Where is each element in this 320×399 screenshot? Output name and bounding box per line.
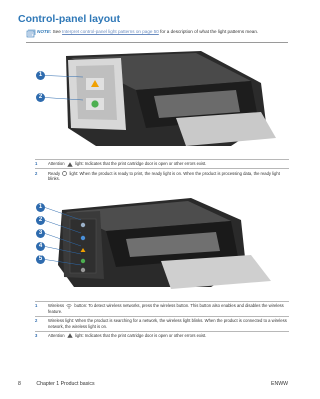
note-link[interactable]: Interpret control-panel light patterns on page 50 xyxy=(62,29,159,34)
callout-2: 2 xyxy=(36,216,45,225)
attention-icon xyxy=(67,333,73,338)
page-number: 8 xyxy=(18,381,21,387)
row-number: 2 xyxy=(35,169,48,183)
callout-leaders xyxy=(45,70,85,106)
table-row xyxy=(35,316,289,331)
table-1 xyxy=(35,159,289,183)
row-number: 1 xyxy=(35,302,48,317)
callout-1: 1 xyxy=(36,71,45,80)
note-text-after: for a description of what the light patterns mean. xyxy=(160,29,259,34)
table-row xyxy=(35,160,289,169)
row-text-start: Ready xyxy=(48,170,61,176)
table-row xyxy=(35,331,289,340)
row-text-end: light: Indicates that the print cartridge door is open or other errors exist. xyxy=(74,161,207,167)
divider xyxy=(26,42,288,43)
note-icon xyxy=(26,29,36,38)
row-text-end: light: When the product is ready to print, the ready light is on. When the product is processing data, the ready light blinks. xyxy=(48,170,280,182)
table-row xyxy=(35,302,289,317)
row-number: 3 xyxy=(35,331,48,340)
row-text-start: Attention xyxy=(48,332,65,338)
table-2 xyxy=(35,301,289,340)
wireless-icon xyxy=(66,304,72,309)
row-text-start: Attention xyxy=(48,161,65,167)
row-number: 2 xyxy=(35,316,48,331)
callout-1: 1 xyxy=(36,203,45,212)
callout-5: 5 xyxy=(36,255,45,264)
callout-leaders xyxy=(45,204,85,266)
page-title: Control-panel layout xyxy=(18,13,121,25)
row-text-start: Wireless xyxy=(48,303,65,309)
row-text xyxy=(48,331,289,340)
callout-3: 3 xyxy=(36,229,45,238)
row-text-end: light: Indicates that the print cartridge door is open or other errors exist. xyxy=(74,332,207,338)
callout-4: 4 xyxy=(36,242,45,251)
row-text xyxy=(48,169,289,183)
note-text-before: See xyxy=(52,29,61,34)
row-text: Wireless light: When the product is searching for a network, the wireless light blinks. When the product is connected to a wireless network, the wireless light is on. xyxy=(48,316,289,331)
ready-icon xyxy=(62,171,67,176)
page-footer xyxy=(18,381,288,387)
row-text xyxy=(48,160,289,169)
chapter-title: Chapter 1 Product basics xyxy=(36,381,95,387)
row-text xyxy=(48,302,289,317)
note-label: NOTE: xyxy=(37,29,52,34)
brand-label: ENWW xyxy=(271,381,288,387)
callout-2: 2 xyxy=(36,93,45,102)
row-number: 1 xyxy=(35,160,48,169)
note xyxy=(37,29,287,35)
table-row xyxy=(35,169,289,183)
row-text-end: button: To detect wireless networks, press the wireless button. This button also enables and disables the wireless feature. xyxy=(48,303,284,314)
attention-icon xyxy=(67,162,73,167)
